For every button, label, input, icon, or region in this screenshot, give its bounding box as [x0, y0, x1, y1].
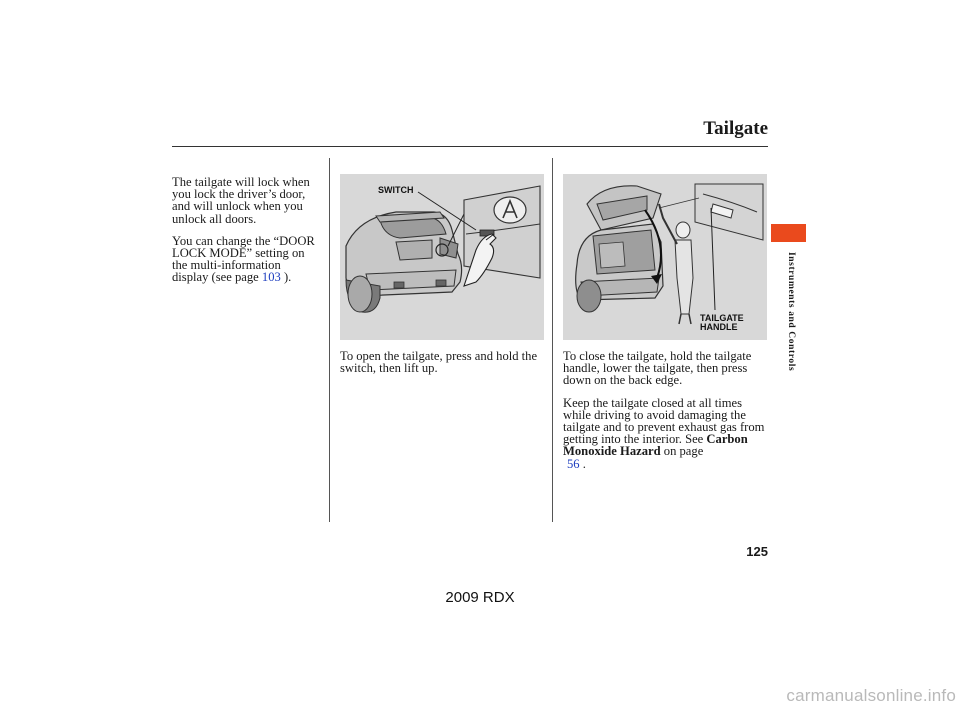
- close-tailgate-instructions: To close the tailgate, hold the tailgate handle, lower the tailgate, then press down on the back edge.: [563, 349, 752, 388]
- right-column-text: [563, 350, 767, 470]
- door-lock-mode-paragraph: [172, 235, 318, 284]
- door-lock-mode-end: ).: [283, 270, 292, 285]
- page-title: Tailgate: [703, 118, 768, 139]
- header-rule: [172, 146, 768, 147]
- keep-closed-end: .: [582, 456, 586, 471]
- page-103-link[interactable]: 103: [261, 270, 281, 285]
- keep-closed-text: Keep the tailgate closed at all times while driving to avoid damaging the tailgate and to prevent exhaust gas from getting into the interior. See: [563, 395, 765, 447]
- tailgate-handle-callout-label: TAILGATE HANDLE: [700, 313, 744, 332]
- on-page-text: on page: [663, 444, 704, 459]
- page-number: 125: [746, 544, 768, 559]
- keep-closed-paragraph: [563, 397, 767, 470]
- footer-model: 2009 RDX: [445, 589, 515, 606]
- door-lock-mode-text: You can change the “DOOR LOCK MODE” setting on the multi-information display (see page: [172, 233, 315, 285]
- section-side-label: Instruments and Controls: [786, 252, 796, 372]
- lock-description: The tailgate will lock when you lock the driver’s door, and will unlock when you unlock all doors.: [172, 175, 310, 226]
- site-watermark: carmanualsonline.info: [786, 686, 956, 705]
- left-column: [172, 176, 318, 284]
- page-56-link[interactable]: 56: [567, 456, 580, 471]
- column-divider-right: [552, 158, 553, 522]
- switch-illustration: [340, 174, 544, 340]
- carbon-monoxide-hazard-reference: Carbon Monoxide Hazard: [563, 432, 748, 459]
- switch-callout-label: SWITCH: [378, 185, 414, 195]
- section-tab-marker: [771, 224, 806, 242]
- column-divider-left: [329, 158, 330, 522]
- open-tailgate-instructions: To open the tailgate, press and hold the switch, then lift up.: [340, 349, 538, 376]
